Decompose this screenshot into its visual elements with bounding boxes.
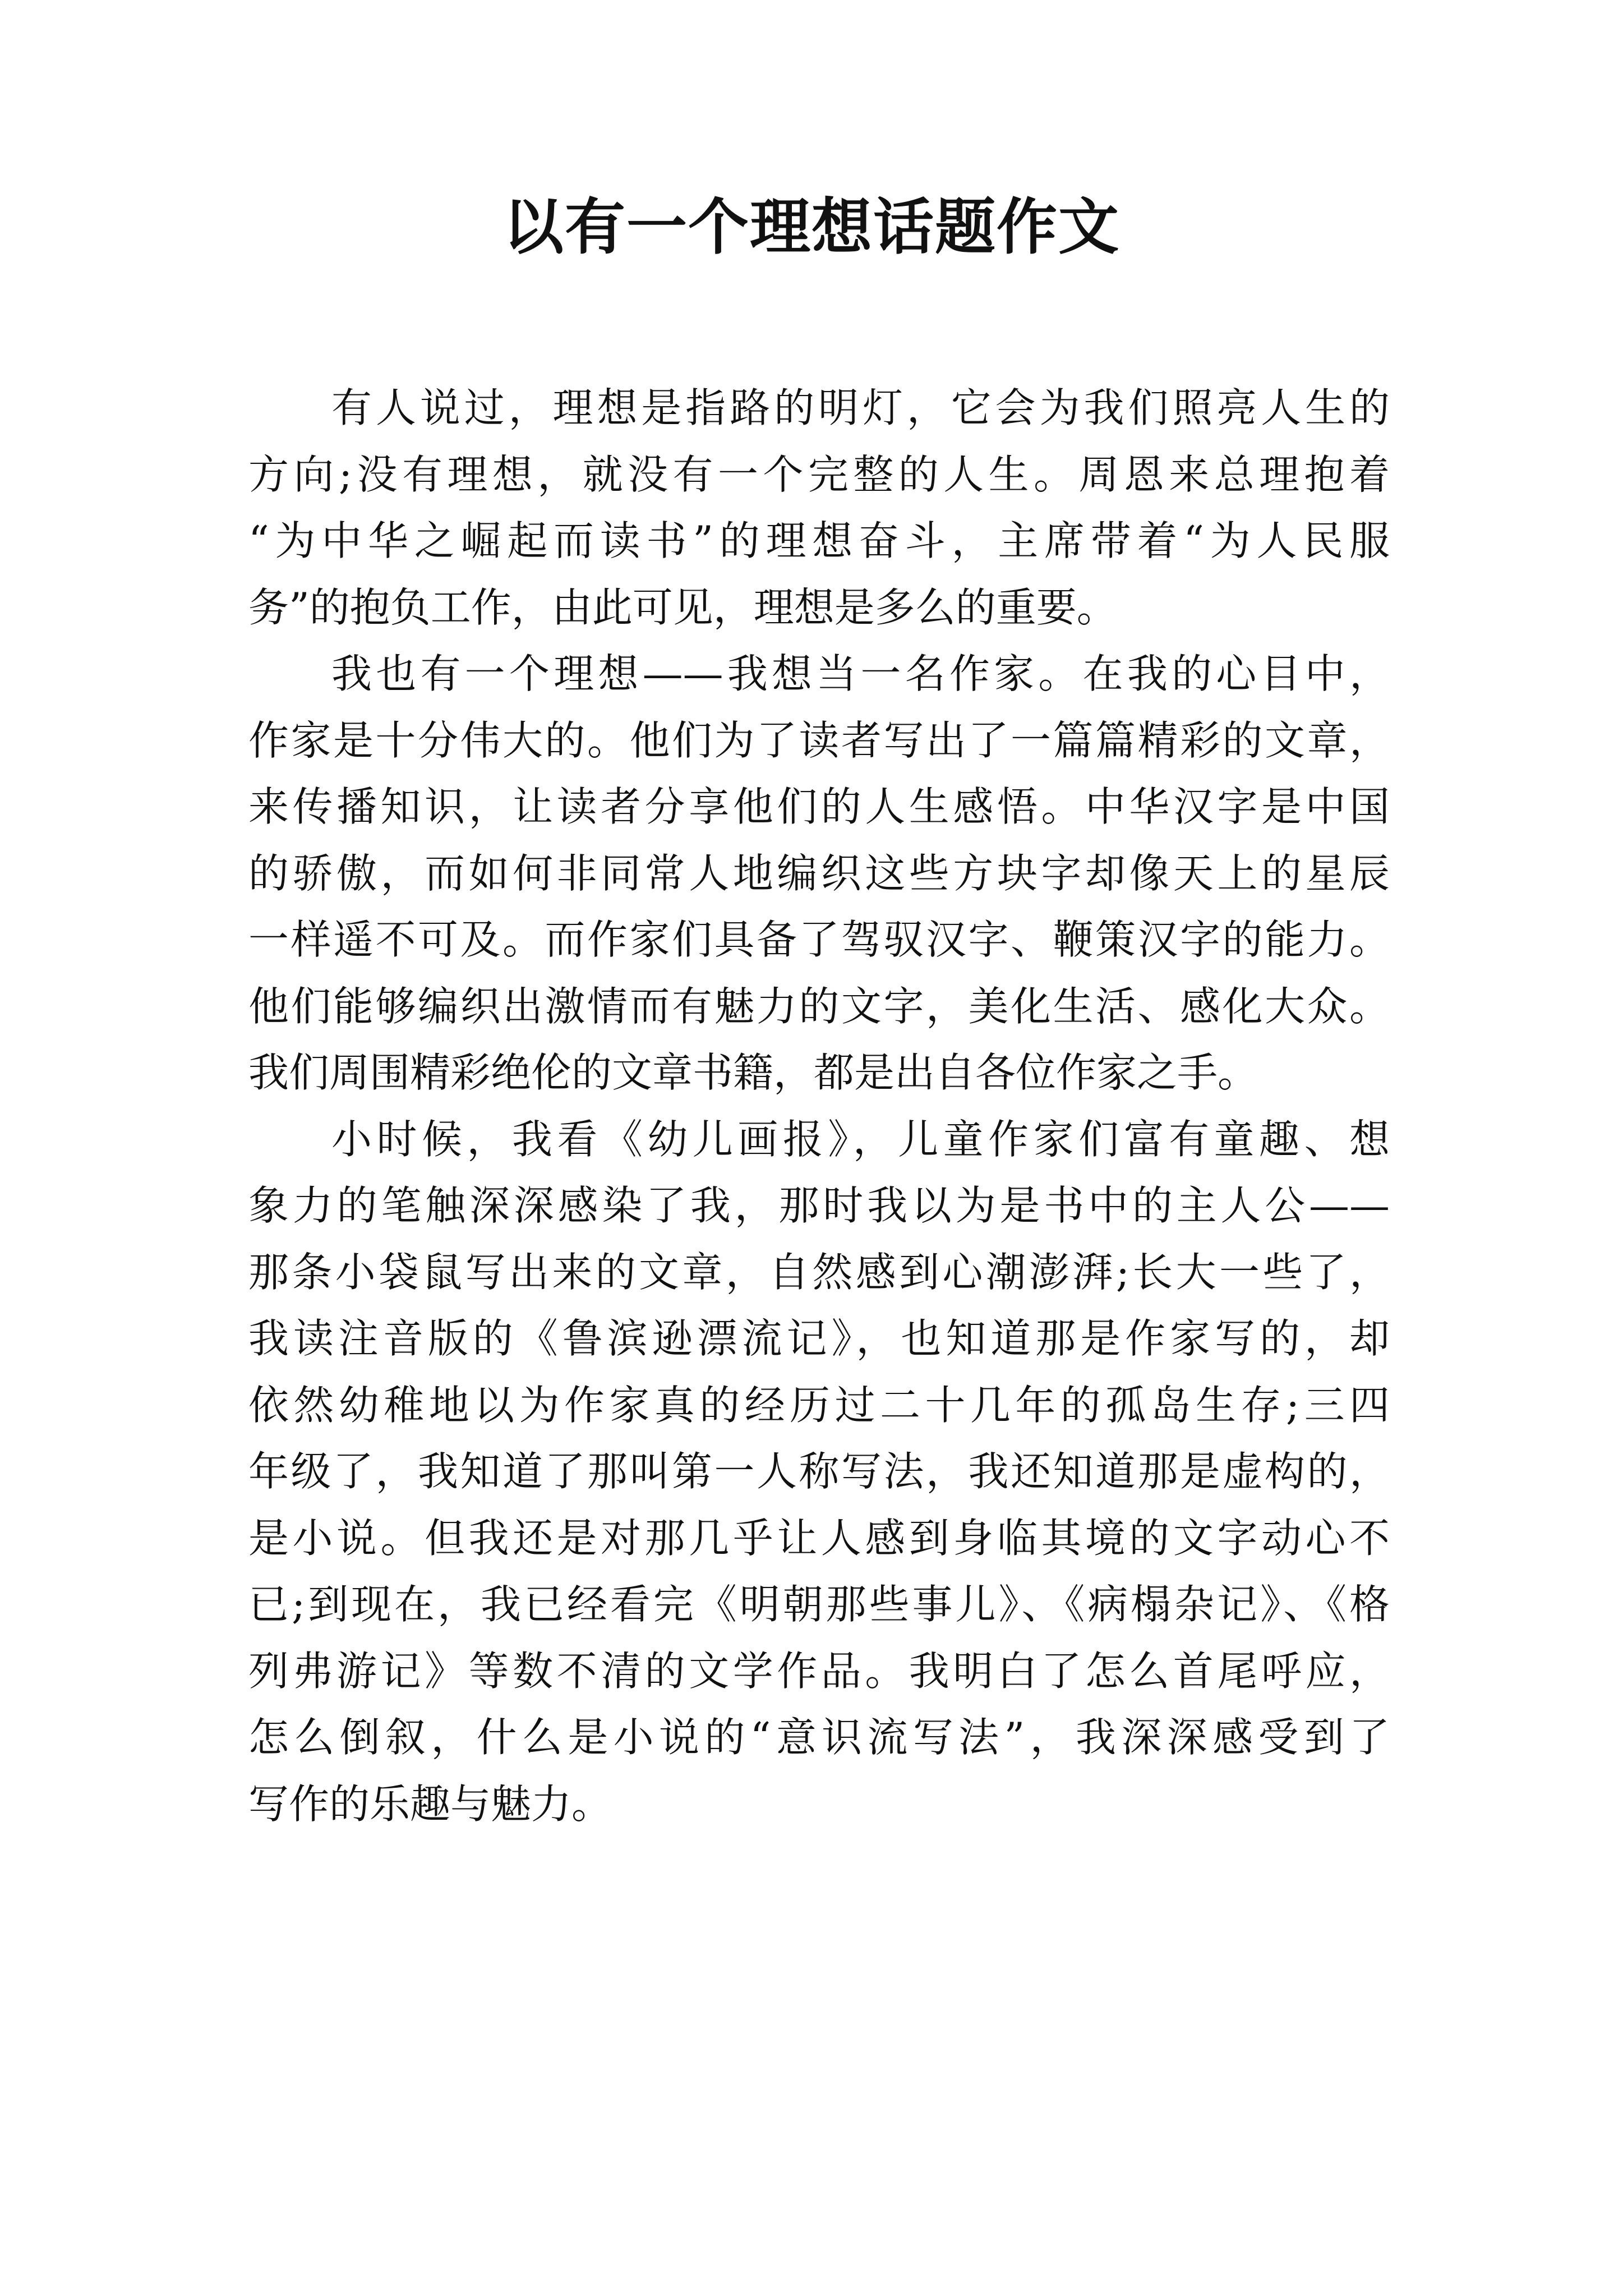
paragraph-line: 我读注音版的《鲁滨逊漂流记》，也知道那是作家写的，却 xyxy=(248,1315,1390,1362)
paragraph-line: 依然幼稚地以为作家真的经历过二十几年的孤岛生存;三四 xyxy=(248,1381,1390,1429)
paragraph-line: “为中华之崛起而读书”的理想奋斗，主席带着“为人民服 xyxy=(248,517,1390,564)
paragraph-2 xyxy=(248,641,1390,1106)
paragraph-3 xyxy=(248,1106,1390,1838)
paragraph-line: 已;到现在，我已经看完《明朝那些事儿》、《病榻杂记》、《格 xyxy=(248,1581,1390,1628)
paragraph-line: 来传播知识，让读者分享他们的人生感悟。中华汉字是中国 xyxy=(248,783,1390,830)
paragraph-line: 怎么倒叙，什么是小说的“意识流写法”，我深深感受到了 xyxy=(248,1714,1390,1761)
paragraph-line: 有人说过，理想是指路的明灯，它会为我们照亮人生的 xyxy=(331,384,1390,431)
paragraph-line: 列弗游记》等数不清的文学作品。我明白了怎么首尾呼应， xyxy=(248,1647,1390,1695)
document-title: 以有一个理想话题作文 xyxy=(502,192,1120,263)
paragraph-line: 是小说。但我还是对那几乎让人感到身临其境的文字动心不 xyxy=(248,1514,1390,1562)
paragraph-line: 年级了，我知道了那叫第一人称写法，我还知道那是虚构的， xyxy=(248,1448,1390,1495)
paragraph-line: 一样遥不可及。而作家们具备了驾驭汉字、鞭策汉字的能力。 xyxy=(248,916,1390,963)
paragraph-line: 我也有一个理想——我想当一名作家。在我的心目中， xyxy=(331,650,1390,697)
paragraph-line: 我们周围精彩绝伦的文章书籍，都是出自各位作家之手。 xyxy=(248,1049,1258,1096)
paragraph-line: 的骄傲，而如何非同常人地编织这些方块字却像天上的星辰 xyxy=(248,849,1390,897)
paragraph-line: 写作的乐趣与魅力。 xyxy=(248,1780,612,1828)
paragraph-line: 那条小袋鼠写出来的文章，自然感到心潮澎湃;长大一些了， xyxy=(248,1248,1390,1296)
paragraph-line: 方向;没有理想，就没有一个完整的人生。周恩来总理抱着 xyxy=(248,450,1390,498)
paragraph-line: 作家是十分伟大的。他们为了读者写出了一篇篇精彩的文章， xyxy=(248,716,1390,764)
paragraph-1 xyxy=(248,375,1390,641)
paragraph-line: 象力的笔触深深感染了我，那时我以为是书中的主人公—— xyxy=(248,1182,1390,1229)
paragraph-line: 小时候，我看《幼儿画报》，儿童作家们富有童趣、想 xyxy=(331,1115,1390,1163)
paragraph-line: 他们能够编织出激情而有魅力的文字，美化生活、感化大众。 xyxy=(248,982,1390,1030)
paragraph-line: 务”的抱负工作，由此可见，理想是多么的重要。 xyxy=(248,583,1117,631)
document-body xyxy=(248,375,1390,1837)
